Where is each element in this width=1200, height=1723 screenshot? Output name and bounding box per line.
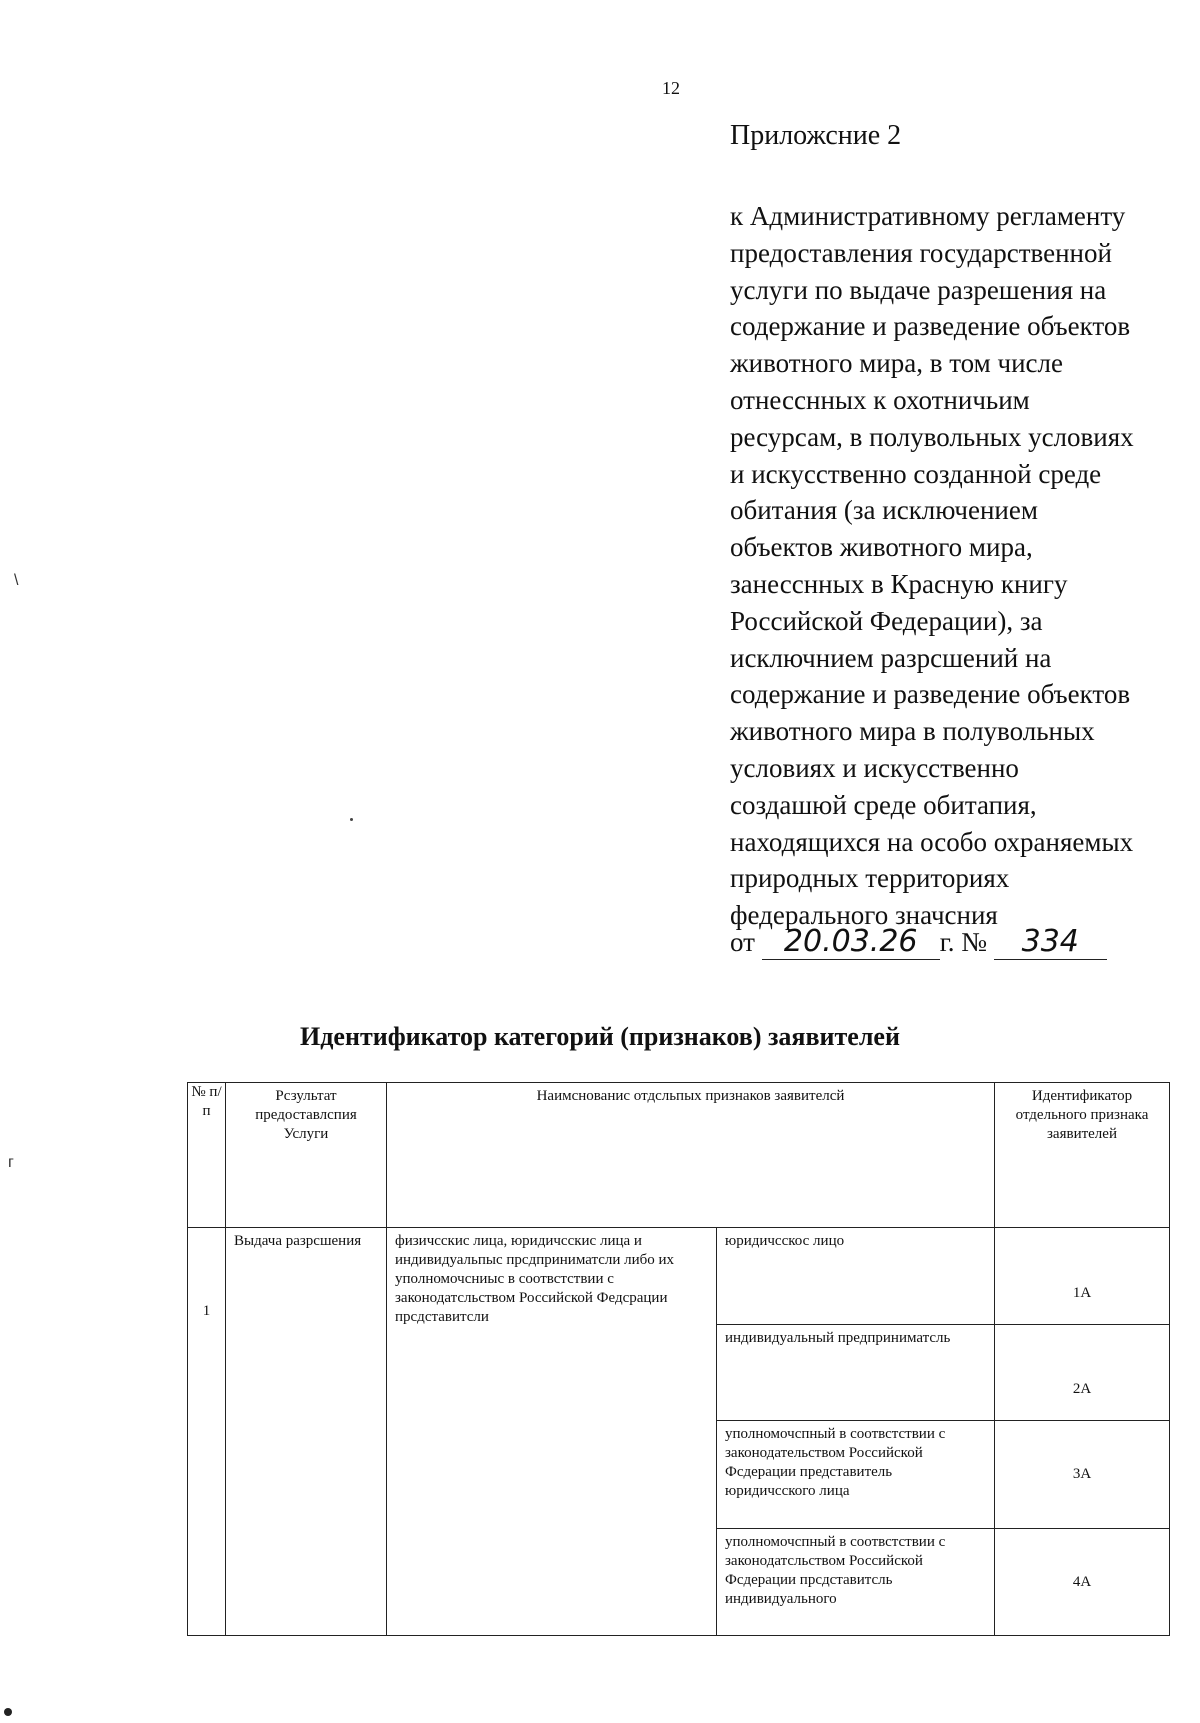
appendix-line: услуги по выдаче разрешения на: [730, 274, 1107, 305]
handwritten-number: 334: [994, 925, 1107, 960]
subrow-name: индивидуальный предприниматсль: [717, 1325, 995, 1421]
header-num: № п/ п: [188, 1083, 226, 1228]
subrow-name: уполномочспный в соотвстствии с законодательством Российской Фсдерации представитель юридичсского лица: [717, 1421, 995, 1529]
scan-dot: [4, 1708, 12, 1716]
appendix-line: обитания (за исключением: [730, 495, 1038, 526]
appendix-line: содержание и разведение объектов: [730, 679, 1131, 710]
header-features: Наимснованис отдсльпых признаков заявителсй: [387, 1083, 995, 1228]
appendix-line: исключнием разрсшений на: [730, 642, 1052, 673]
header-identifier: Идентификатор отдельного признака заявителей: [995, 1083, 1170, 1228]
appendix-line: объектов животного мира,: [730, 532, 1033, 563]
appendix-body: [730, 198, 1185, 934]
subrow-identifier: 2А: [995, 1325, 1170, 1421]
appendix-line: федерального значсния: [730, 900, 998, 931]
row-applicant-group: физичсскис лица, юридичсскис лица и индивидуальпыс прсдприниматсли либо их уполномочсниыс в соотвстствии с законодатсльством Российской Федсрации прсдставитсли: [387, 1228, 717, 1636]
appendix-line: к Административному регламенту: [730, 201, 1126, 231]
number-sign: №: [961, 927, 987, 957]
subrow-identifier: 4А: [995, 1529, 1170, 1636]
table-header-row: [188, 1083, 1170, 1228]
appendix-line: животного мира в полувольных: [730, 716, 1095, 747]
handwritten-date: 20.03.26: [762, 925, 940, 960]
row-result: Выдача разрсшения: [226, 1228, 387, 1636]
table-title: Идентификатор категорий (признаков) заявителей: [300, 1022, 900, 1051]
subrow-name: уполномочспный в соотвстствии с законодатсльством Российской Фсдерации прсдставитсль индивидуального: [717, 1529, 995, 1636]
subrow-name: юридичсскос лицо: [717, 1228, 995, 1325]
appendix-title: Приложсние 2: [730, 120, 902, 151]
subrow-identifier: 1А: [995, 1228, 1170, 1325]
header-result: Рсзультат предоставлспия Услуги: [226, 1083, 387, 1228]
appendix-line: и искусственно созданной среде: [730, 458, 1102, 489]
year-suffix: г.: [939, 927, 955, 957]
decree-date-line: [730, 925, 1107, 960]
row-number-text: 1: [202, 1303, 211, 1319]
appendix-line: отнесснных к охотничьим: [730, 384, 1030, 415]
subrow-identifier: 3А: [995, 1421, 1170, 1529]
appendix-line: создашюй среде обитапия,: [730, 789, 1037, 820]
appendix-line: находящихся на особо охраняемых: [730, 826, 1134, 857]
row-number: [188, 1228, 226, 1636]
table-row: [188, 1228, 1170, 1325]
scan-mark: г: [8, 1154, 14, 1171]
appendix-line: ресурсам, в полувольных условиях: [730, 421, 1134, 452]
page-number: 12: [662, 78, 680, 98]
date-prefix: от: [730, 927, 755, 957]
appendix-line: Российской Федерации), за: [730, 605, 1043, 636]
appendix-line: условиях и искусственно: [730, 752, 1019, 783]
appendix-line: занесснных в Красную книгу: [730, 568, 1068, 599]
scan-dot: [350, 818, 353, 821]
scan-mark: \: [14, 572, 19, 589]
appendix-line: животного мира, в том числе: [730, 348, 1063, 379]
applicant-categories-table: [187, 1082, 1170, 1636]
appendix-line: содержание и разведение объектов: [730, 311, 1131, 342]
appendix-line: предоставления государственной: [730, 237, 1112, 268]
appendix-line: природных территориях: [730, 863, 1010, 894]
